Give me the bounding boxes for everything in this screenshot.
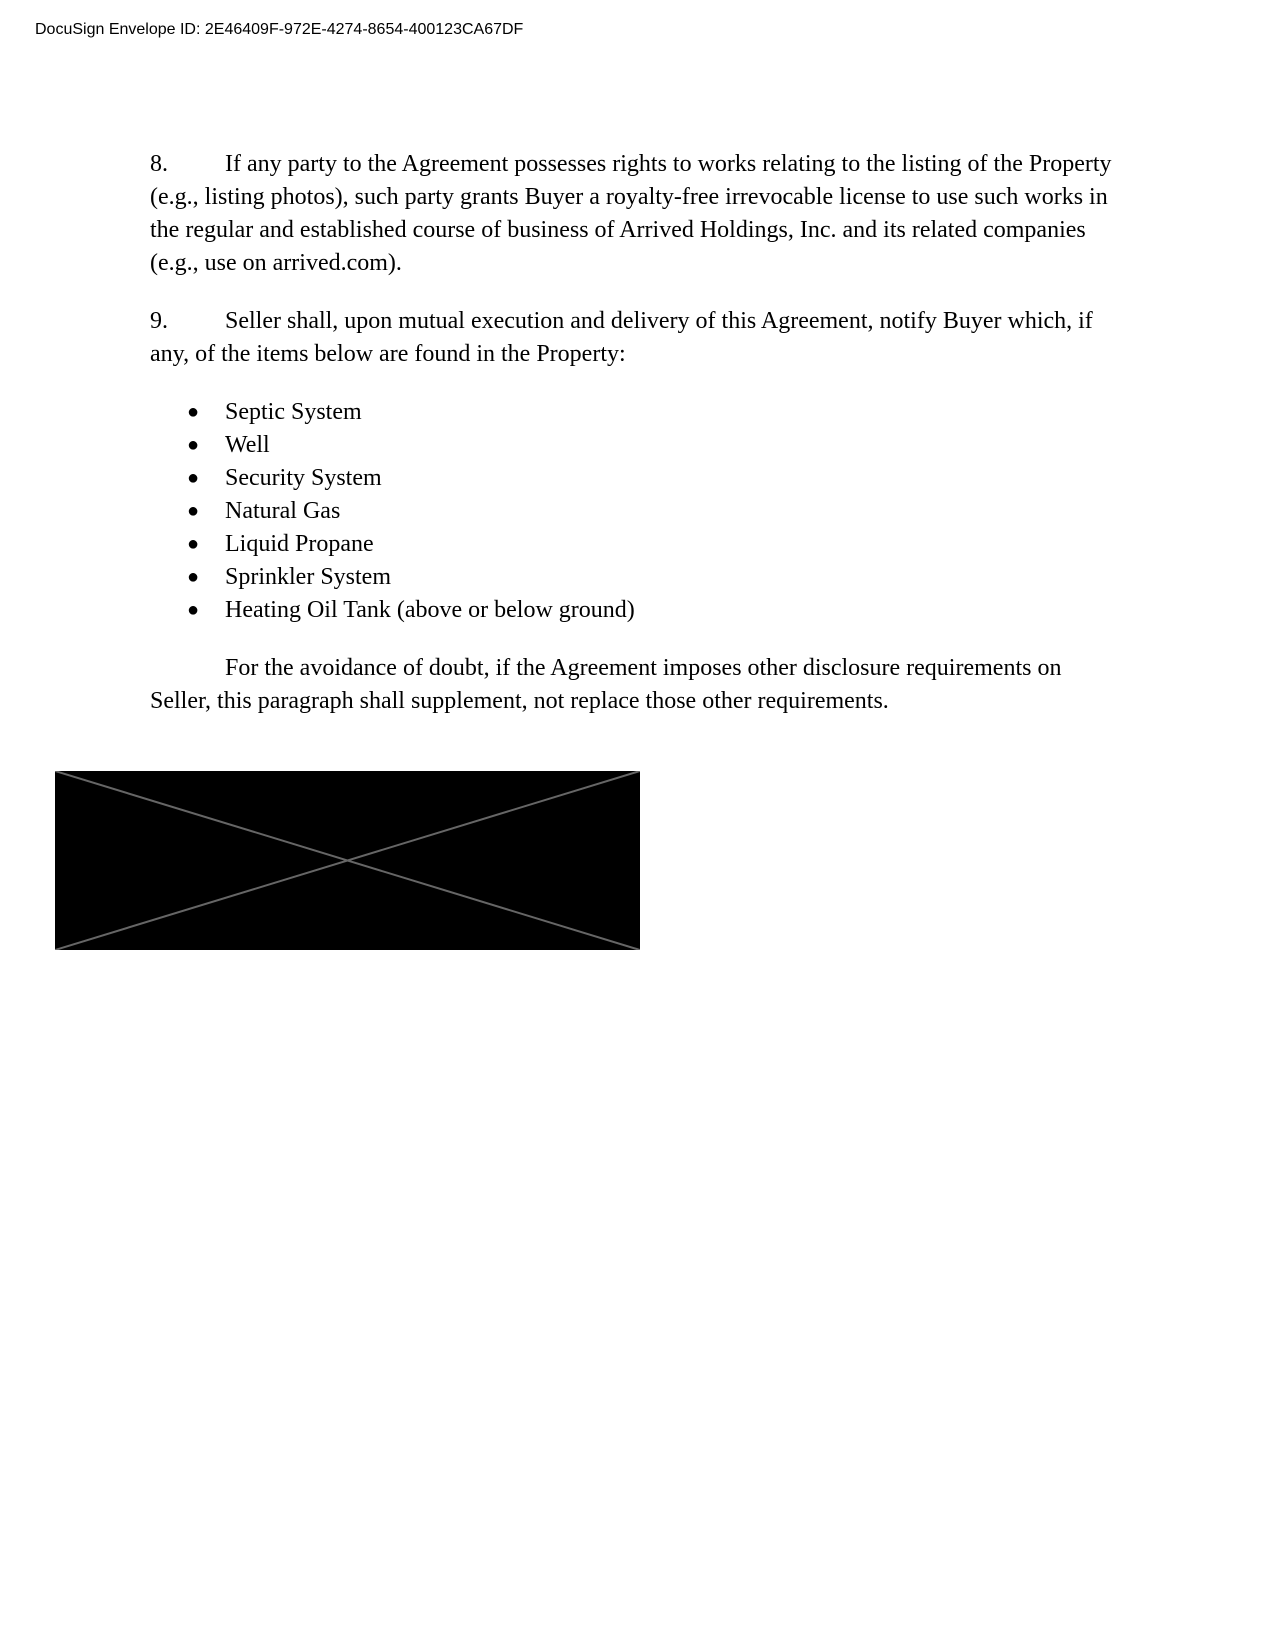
paragraph-8-text-first: If any party to the Agreement possesses rights to works relating to the listing of the: [225, 151, 1023, 177]
paragraph-9-number: 9.: [150, 308, 168, 334]
paragraph-8-text-rest: Property (e.g., listing photos), such party grants Buyer a royalty-free irrevocable license to use such works in the regular and established course of business of Arrived Holdings, Inc. and its related companies (e.g., use on arrived.com).: [150, 151, 1112, 276]
list-item: [150, 561, 1120, 594]
list-item: [150, 495, 1120, 528]
redacted-image-placeholder: [55, 771, 640, 950]
paragraph-8: [150, 148, 1120, 280]
bullet-icon: ●: [187, 533, 200, 555]
paragraph-9: [150, 305, 1120, 371]
list-item: [150, 594, 1120, 627]
closing-paragraph-text: For the avoidance of doubt, if the Agreement imposes other disclosure requirements on Seller, this paragraph shall supplement, not replace those other requirements.: [150, 655, 1062, 714]
paragraph-9-text-rest: if any, of the items below are found in the Property:: [150, 308, 1093, 367]
list-item-label: Sprinkler System: [225, 564, 391, 590]
list-item: [150, 528, 1120, 561]
bullet-icon: ●: [187, 434, 200, 456]
closing-paragraph: [150, 652, 1120, 718]
list-item-label: Heating Oil Tank (above or below ground): [225, 597, 635, 623]
paragraph-9-text-first: Seller shall, upon mutual execution and delivery of this Agreement, notify Buyer which,: [225, 308, 1073, 334]
list-item-label: Septic System: [225, 399, 362, 425]
list-item-label: Liquid Propane: [225, 531, 374, 557]
placeholder-cross-icon: [55, 771, 640, 950]
list-item-label: Well: [225, 432, 270, 458]
list-item: [150, 429, 1120, 462]
list-item: [150, 396, 1120, 429]
bullet-icon: ●: [187, 401, 200, 423]
list-item-label: Natural Gas: [225, 498, 341, 524]
bullet-icon: ●: [187, 500, 200, 522]
list-item-label: Security System: [225, 465, 382, 491]
list-item: [150, 462, 1120, 495]
property-items-list: [150, 396, 1120, 627]
document-body: [150, 148, 1120, 743]
bullet-icon: ●: [187, 599, 200, 621]
paragraph-8-number: 8.: [150, 151, 168, 177]
envelope-id-header: DocuSign Envelope ID: 2E46409F-972E-4274-8654-400123CA67DF: [35, 21, 524, 38]
bullet-icon: ●: [187, 467, 200, 489]
bullet-icon: ●: [187, 566, 200, 588]
